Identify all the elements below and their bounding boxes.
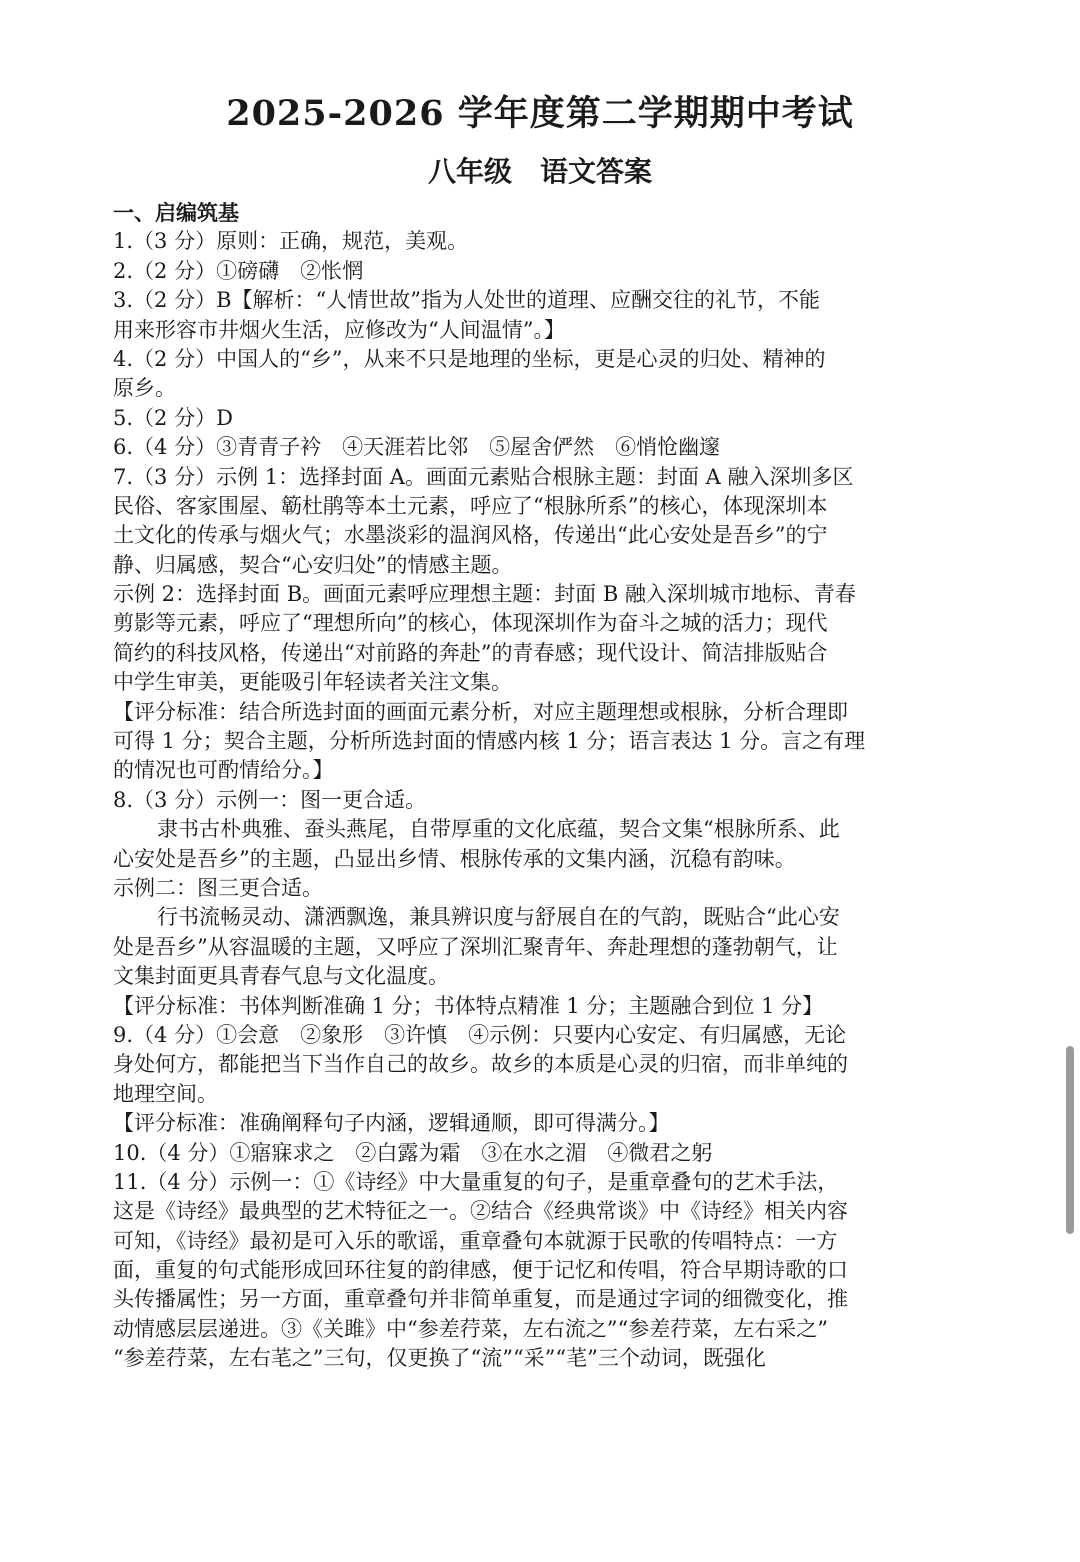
text-line: 头传播属性；另一方面，重章叠句并非简单重复，而是通过字词的细微变化，推 (113, 1287, 848, 1312)
text-line: 动情感层层递进。③《关雎》中“参差荇菜，左右流之”“参差荇菜，左右采之” (113, 1316, 828, 1341)
text-line: 示例 2：选择封面 B。画面元素呼应理想主题：封面 B 融入深圳城市地标、青春 (113, 582, 856, 607)
text-line: 示例二：图三更合适。 (113, 875, 323, 900)
text-line: 文集封面更具青春气息与文化温度。 (113, 964, 449, 989)
text-line: 行书流畅灵动、潇洒飘逸，兼具辨识度与舒展自在的气韵，既贴合“此心安 (157, 905, 840, 930)
text-line: 【评分标准：准确阐释句子内涵，逻辑通顺，即可得满分。】 (113, 1111, 670, 1136)
text-line: 6.（4 分）③青青子衿 ④天涯若比邻 ⑤屋舍俨然 ⑥悄怆幽邃 (113, 435, 721, 460)
text-line: 【评分标准：书体判断准确 1 分；书体特点精准 1 分；主题融合到位 1 分】 (113, 993, 824, 1018)
text-line: 剪影等元素，呼应了“理想所向”的核心，体现深圳作为奋斗之城的活力；现代 (113, 611, 828, 636)
text-line: 可得 1 分；契合主题，分析所选封面的情感内核 1 分；语言表达 1 分。言之有理 (113, 729, 866, 754)
text-line: 土文化的传承与烟火气；水墨淡彩的温润风格，传递出“此心安处是吾乡”的宁 (113, 523, 828, 548)
text-line: 4.（2 分）中国人的“乡”，从来不只是地理的坐标，更是心灵的归处、精神的 (113, 346, 826, 371)
text-line: 地理空间。 (113, 1081, 218, 1106)
text-line: 静、归属感，契合“心安归处”的情感主题。 (113, 552, 513, 577)
text-line: 可知，《诗经》最初是可入乐的歌谣，重章叠句本就源于民歌的传唱特点：一方 (113, 1228, 838, 1253)
text-line: 的情况也可酌情给分。】 (113, 758, 334, 783)
text-line: 隶书古朴典雅、蚕头燕尾，自带厚重的文化底蕴，契合文集“根脉所系、此 (157, 817, 840, 842)
section-heading: 一、启编筑基 (113, 200, 239, 225)
text-line: 2.（2 分）①磅礴 ②怅惘 (113, 258, 364, 283)
text-line: 7.（3 分）示例 1：选择封面 A。画面元素贴合根脉主题：封面 A 融入深圳多区 (113, 464, 854, 489)
text-line: 这是《诗经》最典型的艺术特征之一。②结合《经典常谈》中《诗经》相关内容 (113, 1199, 848, 1224)
text-line: 10.（4 分）①寤寐求之 ②白露为霜 ③在水之湄 ④微君之躬 (113, 1140, 713, 1165)
text-line: 11.（4 分）示例一：①《诗经》中大量重复的句子，是重章叠句的艺术手法， (113, 1169, 839, 1194)
page-subtitle: 八年级 语文答案 (427, 155, 652, 188)
text-line: 面，重复的句式能形成回环往复的韵律感，便于记忆和传唱，符合早期诗歌的口 (113, 1258, 848, 1283)
text-line: 处是吾乡”从容温暖的主题，又呼应了深圳汇聚青年、奔赴理想的蓬勃朝气，让 (113, 934, 838, 959)
text-line: 民俗、客家围屋、簕杜鹃等本土元素，呼应了“根脉所系”的核心，体现深圳本 (113, 493, 828, 518)
text-line: 9.（4 分）①会意 ②象形 ③许慎 ④示例：只要内心安定、有归属感，无论 (113, 1022, 847, 1047)
text-line: 1.（3 分）原则：正确，规范，美观。 (113, 229, 469, 254)
text-line: 简约的科技风格，传递出“对前路的奔赴”的青春感；现代设计、简洁排版贴合 (113, 640, 828, 665)
text-line: 中学生审美，更能吸引年轻读者关注文集。 (113, 670, 512, 695)
text-line: 身处何方，都能把当下当作自己的故乡。故乡的本质是心灵的归宿，而非单纯的 (113, 1052, 848, 1077)
text-line: 3.（2 分）B【解析：“人情世故”指为人处世的道理、应酬交往的礼节，不能 (113, 288, 820, 313)
scrollbar-thumb[interactable] (1066, 1046, 1074, 1234)
text-line: 原乡。 (113, 376, 176, 401)
text-line: 【评分标准：结合所选封面的画面元素分析，对应主题理想或根脉，分析合理即 (113, 699, 848, 724)
text-line: 用来形容市井烟火生活，应修改为“人间温情”。】 (113, 317, 565, 342)
text-line: 5.（2 分）D (113, 405, 233, 430)
page-title: 2025-2026 学年度第二学期期中考试 (226, 93, 854, 134)
text-line: 心安处是吾乡”的主题，凸显出乡情、根脉传承的文集内涵，沉稳有韵味。 (113, 846, 796, 871)
text-line: 8.（3 分）示例一：图一更合适。 (113, 787, 427, 812)
text-line: “参差荇菜，左右芼之”三句，仅更换了“流”“采”“芼”三个动词，既强化 (113, 1346, 766, 1371)
answer-content (113, 198, 903, 1374)
